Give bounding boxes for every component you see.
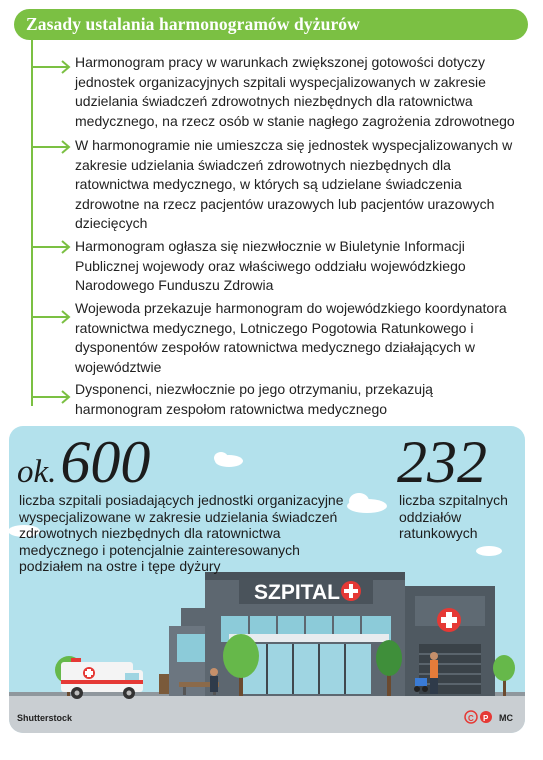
rule-item: Wojewoda przekazuje harmonogram do wojewódzkiego koordynatora ratownictwa medycznego, Lotniczego Pogotowia Ratunkowego i dysponentów zespołów ratownictwa medycznego działających w województwie bbox=[75, 300, 507, 375]
stat-hospitals-description bbox=[19, 492, 349, 575]
stat-hospitals-number bbox=[17, 428, 150, 497]
hospital-sign: SZPITAL bbox=[254, 581, 340, 604]
hospital-illustration bbox=[9, 426, 525, 733]
photo-credit: Shutterstock bbox=[17, 713, 73, 723]
stat-prefix: ok. bbox=[17, 454, 57, 490]
stat-sor-number bbox=[397, 428, 487, 497]
author-credit: MC bbox=[499, 713, 513, 723]
arrow-right-icon bbox=[31, 310, 73, 324]
title-banner bbox=[14, 9, 528, 40]
svg-text:P: P bbox=[483, 714, 489, 723]
page-title: Zasady ustalania harmonogramów dyżurów bbox=[26, 14, 360, 34]
stat-description-text: liczba szpitali posiadających jednostki organizacyjne wyspecjalizowane w zakresie udzielania świadczeń zdrowotnych niezbędnych dla ratownictwa medycznego i potencjalnie zainteresowanych podziałem na ostre i tępe dyżury bbox=[19, 492, 344, 574]
timeline-line bbox=[31, 40, 33, 406]
stat-value: 232 bbox=[397, 429, 487, 495]
rule-item: Dysponenci, niezwłocznie po jego otrzymaniu, przekazują harmonogram zespołom ratownictwa medycznego bbox=[75, 381, 433, 417]
arrow-right-icon bbox=[31, 60, 73, 74]
rule-item: Harmonogram pracy w warunkach zwiększonej gotowości dotyczy jednostek organizacyjnych szpitali wyspecjalizowanych w zakresie udzielania świadczeń zdrowotnych niezbędnych dla ratownictwa medycznego, na rzecz osób w stanie nagłego zagrożenia zdrowotnego bbox=[75, 54, 515, 129]
stat-value: 600 bbox=[60, 429, 151, 495]
arrow-right-icon bbox=[31, 240, 73, 254]
arrow-right-icon bbox=[31, 140, 73, 154]
stat-sor-description: liczba szpitalnych oddziałów ratunkowych bbox=[399, 492, 508, 541]
rule-item: W harmonogramie nie umieszcza się jednostek wyspecjalizowanych w zakresie udzielania świadczeń zdrowotnych niezbędnych dla ratownictwa medycznego, w których są udzielane świadczenia zdrowotne na rzecz pacjentów urazowych lub pacjentów urazowych dziecięcych bbox=[75, 137, 513, 231]
arrow-right-icon bbox=[31, 390, 73, 404]
svg-text:C: C bbox=[468, 714, 474, 723]
rule-item: Harmonogram ogłasza się niezwłocznie w Biuletynie Informacji Publicznej wojewody oraz właściwego oddziału wojewódzkiego Narodowego Funduszu Zdrowia bbox=[75, 238, 466, 293]
